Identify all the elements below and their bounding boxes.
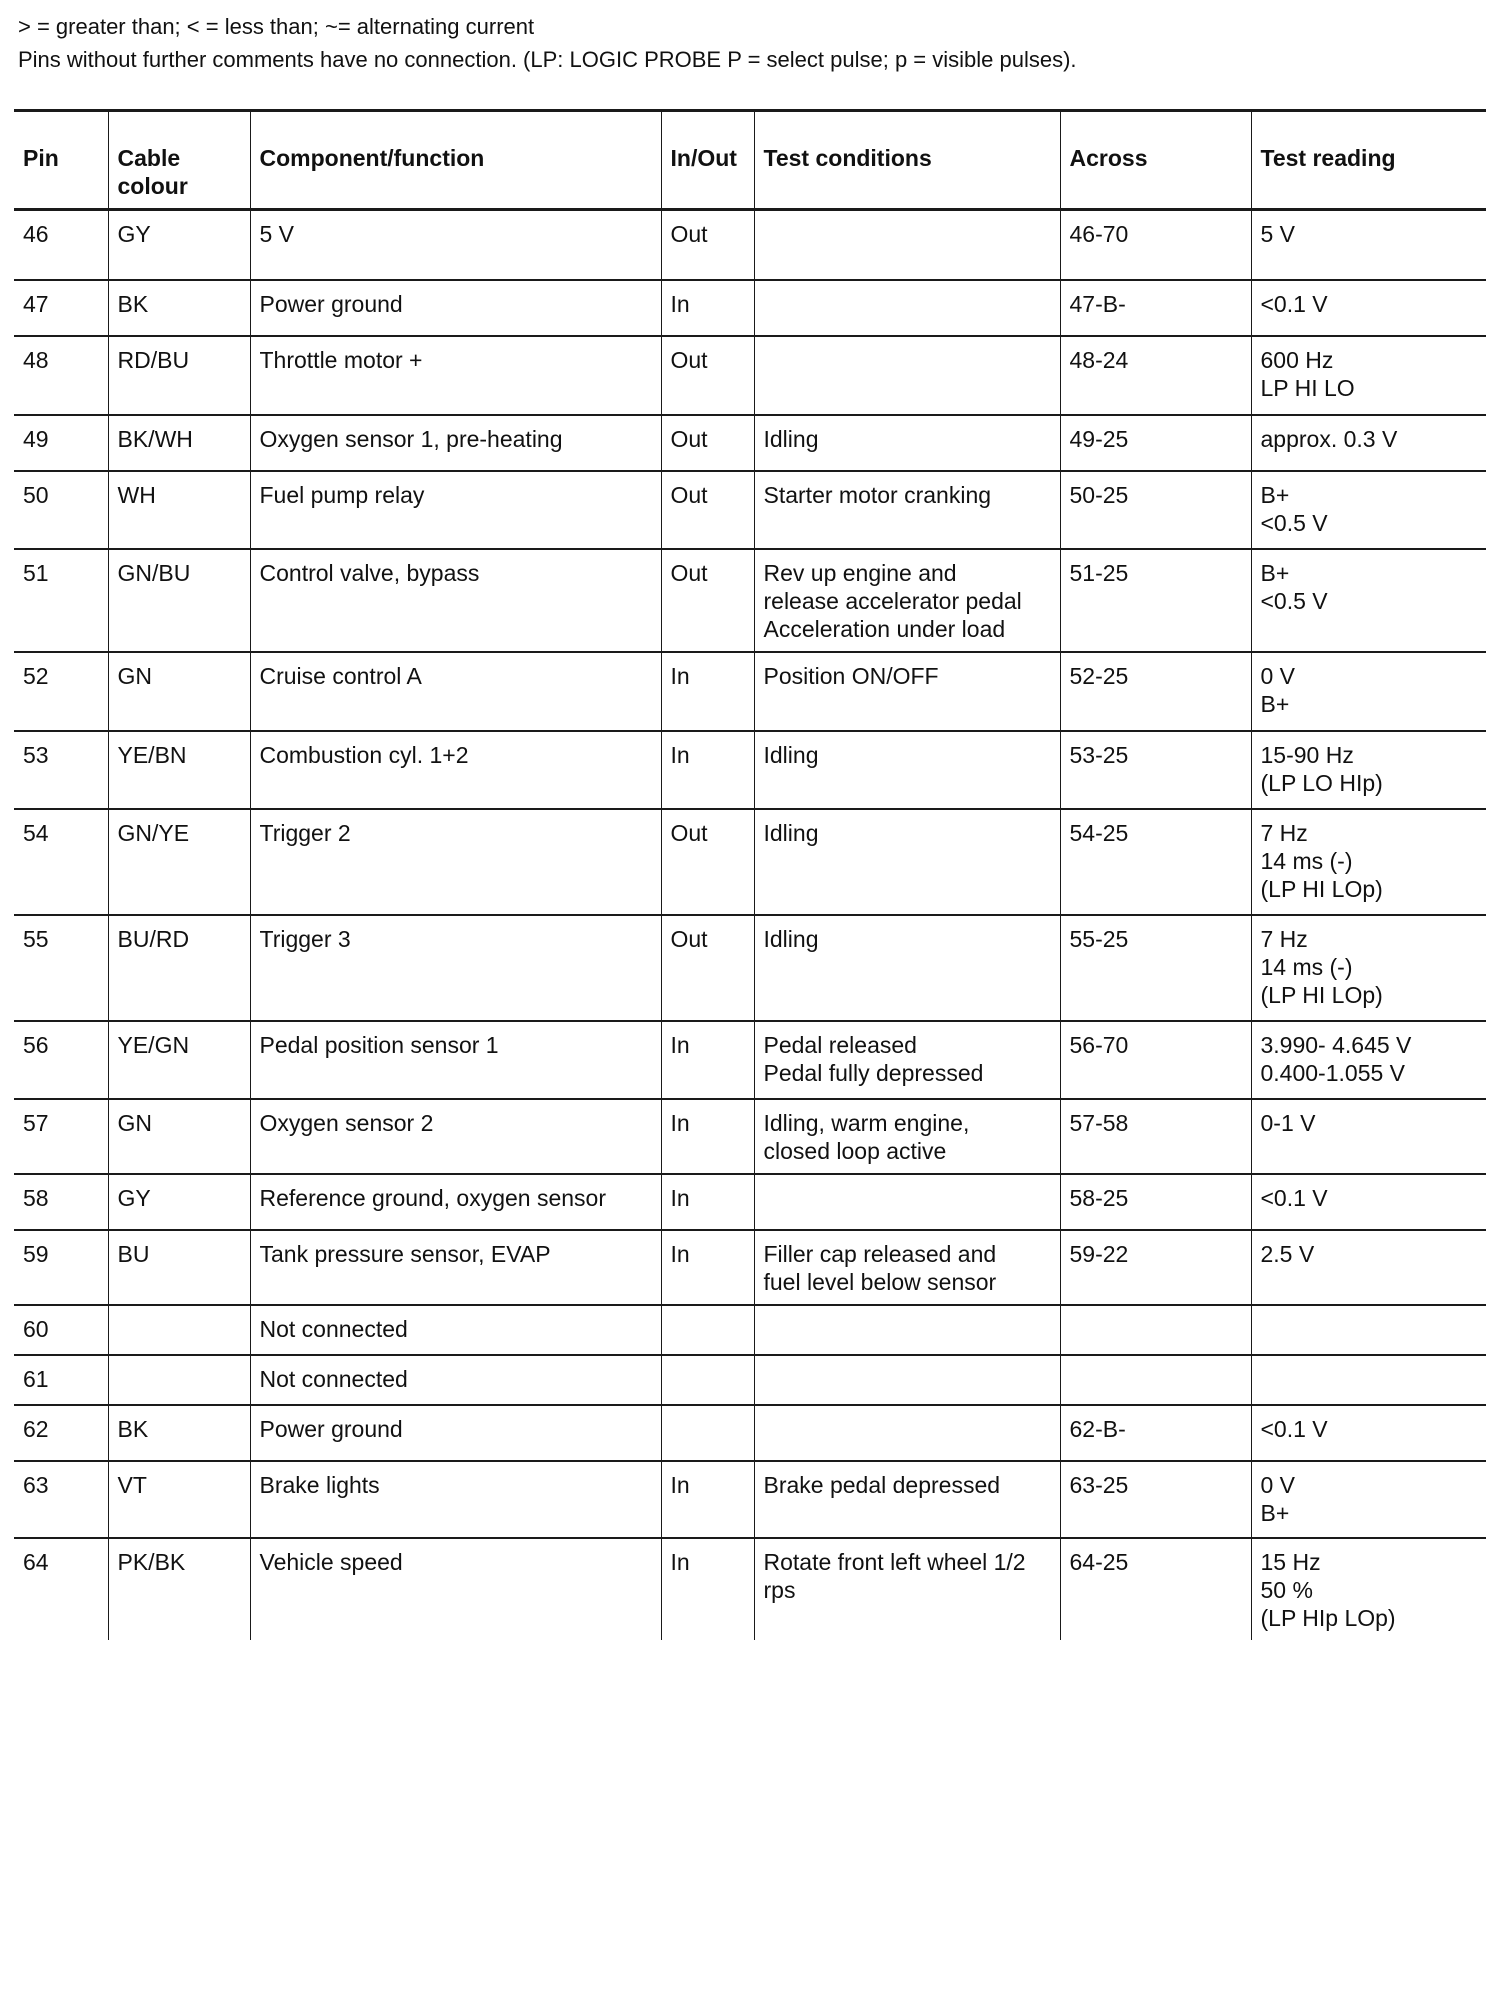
cell-component: Not connected [250,1355,661,1405]
cell-component: Brake lights [250,1461,661,1538]
cell-pin: 62 [14,1405,108,1461]
cell-test-reading-line: 0-1 V [1260,1109,1316,1136]
table-row [14,652,1486,731]
cell-in-out: Out [661,809,754,915]
cell-test-reading-line: <0.1 V [1260,1415,1328,1442]
cell-test-conditions-line: Brake pedal depressed [763,1471,1001,1498]
cell-test-reading-line: 0 V [1260,1471,1296,1498]
cell-test-conditions-line: Idling [763,819,819,846]
cell-test-reading-line: 2.5 V [1260,1240,1315,1267]
cell-component: Trigger 2 [250,809,661,915]
cell-in-out: In [661,1538,754,1640]
cell-in-out: Out [661,549,754,652]
cell-component: Control valve, bypass [250,549,661,652]
cell-cable-colour: VT [108,1461,250,1538]
cell-component: Cruise control A [250,652,661,731]
cell-across: 58-25 [1060,1174,1251,1230]
cell-test-reading-line: 5 V [1260,221,1296,247]
cell-test-conditions [754,415,1060,471]
cell-cable-colour [108,1355,250,1405]
cell-test-conditions-line: Starter motor cranking [763,481,992,508]
cell-test-conditions [754,1021,1060,1099]
cell-test-reading-line: LP HI LO [1260,374,1355,401]
cell-pin: 53 [14,731,108,809]
cell-test-reading [1251,549,1486,652]
cell-test-reading-line: B+ [1260,559,1290,586]
header-cable-colour-line1: Cable [117,145,181,171]
cell-component: Vehicle speed [250,1538,661,1640]
cell-test-conditions [754,809,1060,915]
cell-test-reading [1251,210,1486,280]
header-test-conditions: Test conditions [754,111,1060,210]
cell-test-conditions-line: Rotate front left wheel 1/2 [763,1548,1026,1575]
cell-component: Pedal position sensor 1 [250,1021,661,1099]
header-across: Across [1060,111,1251,210]
cell-test-reading [1251,809,1486,915]
cell-test-conditions [754,1461,1060,1538]
cell-pin: 60 [14,1305,108,1355]
cell-pin: 48 [14,336,108,415]
cell-test-conditions-line: Pedal fully depressed [763,1059,984,1086]
cell-in-out: Out [661,415,754,471]
cell-test-reading [1251,280,1486,336]
cell-across: 63-25 [1060,1461,1251,1538]
cell-test-reading-line: (LP HIp LOp) [1260,1604,1396,1631]
cell-pin: 52 [14,652,108,731]
cell-test-reading-line: 14 ms (-) [1260,953,1353,980]
cell-test-reading [1251,1538,1486,1640]
legend-notes [18,10,1478,76]
cell-component: Oxygen sensor 2 [250,1099,661,1174]
cell-test-conditions [754,1538,1060,1640]
cell-component: Power ground [250,1405,661,1461]
cell-test-conditions-line: Idling [763,425,819,452]
cell-cable-colour [108,1305,250,1355]
cell-test-reading [1251,415,1486,471]
cell-pin: 50 [14,471,108,549]
cell-cable-colour: WH [108,471,250,549]
cell-pin: 55 [14,915,108,1021]
cell-test-conditions-line: Rev up engine and [763,559,957,586]
cell-cable-colour: GN [108,1099,250,1174]
cell-test-conditions-line: rps [763,1576,796,1603]
cell-test-reading [1251,471,1486,549]
cell-test-conditions-line: Acceleration under load [763,615,1006,642]
cell-test-conditions [754,549,1060,652]
cell-test-reading-line: B+ [1260,481,1290,508]
cell-pin: 56 [14,1021,108,1099]
cell-in-out [661,1405,754,1461]
cell-cable-colour: BK [108,1405,250,1461]
cell-pin: 63 [14,1461,108,1538]
cell-test-reading [1251,1099,1486,1174]
cell-component: Oxygen sensor 1, pre-heating [250,415,661,471]
cell-test-conditions-line: Idling, warm engine, [763,1109,970,1136]
table-row [14,471,1486,549]
cell-across: 59-22 [1060,1230,1251,1305]
cell-test-conditions [754,210,1060,280]
cell-test-reading-line: <0.1 V [1260,290,1328,317]
cell-cable-colour: YE/BN [108,731,250,809]
legend-line-symbols: > = greater than; < = less than; ~= alternating current [18,14,535,39]
cell-test-conditions [754,1355,1060,1405]
cell-test-conditions [754,652,1060,731]
cell-component: Tank pressure sensor, EVAP [250,1230,661,1305]
cell-across: 50-25 [1060,471,1251,549]
table-row [14,1021,1486,1099]
table-row [14,210,1486,280]
header-pin: Pin [14,111,108,210]
cell-test-conditions-line: Idling [763,925,819,952]
cell-test-conditions [754,336,1060,415]
cell-in-out [661,1355,754,1405]
cell-test-reading [1251,731,1486,809]
cell-cable-colour: RD/BU [108,336,250,415]
cell-test-conditions [754,1305,1060,1355]
header-cable-colour [108,111,250,210]
cell-test-conditions-line: release accelerator pedal [763,587,1022,614]
cell-test-reading-line: (LP HI LOp) [1260,875,1383,902]
cell-pin: 64 [23,1548,49,1575]
cell-in-out: In [661,1461,754,1538]
cell-across: 64-25 [1060,1538,1251,1640]
pin-test-table [14,109,1486,1640]
cell-test-reading-line: B+ [1260,1499,1290,1526]
cell-component: Fuel pump relay [250,471,661,549]
cell-in-out: In [661,1230,754,1305]
cell-pin: 51 [14,549,108,652]
cell-component: Reference ground, oxygen sensor [250,1174,661,1230]
cell-across: 51-25 [1060,549,1251,652]
cell-component: Trigger 3 [250,915,661,1021]
table-row [14,549,1486,652]
cell-cable-colour: GN [108,652,250,731]
cell-test-conditions [754,1230,1060,1305]
table-row [14,915,1486,1021]
cell-cable-colour: GY [108,210,250,280]
cell-test-reading-line: (LP HI LOp) [1260,981,1383,1008]
cell-test-conditions [754,731,1060,809]
table-row [14,1230,1486,1305]
cell-component: Power ground [250,280,661,336]
cell-in-out: In [661,1099,754,1174]
cell-test-reading-line: <0.1 V [1260,1184,1328,1211]
cell-in-out: In [661,652,754,731]
cell-cable-colour: BU [108,1230,250,1305]
cell-pin: 57 [14,1099,108,1174]
table-row [14,1538,1486,1640]
header-test-reading: Test reading [1251,111,1486,210]
cell-in-out: Out [661,336,754,415]
cell-cable-colour: GN/BU [108,549,250,652]
cell-across [1060,1355,1251,1405]
cell-test-reading [1251,1405,1486,1461]
cell-in-out: In [661,1021,754,1099]
cell-pin: 59 [14,1230,108,1305]
cell-test-conditions [754,1174,1060,1230]
cell-component: Combustion cyl. 1+2 [250,731,661,809]
cell-test-reading-line: 3.990- 4.645 V [1260,1031,1412,1058]
cell-test-conditions-line: Idling [763,741,819,768]
table-row [14,336,1486,415]
table-row [14,1174,1486,1230]
cell-across: 57-58 [1060,1099,1251,1174]
cell-in-out: In [661,1174,754,1230]
cell-across: 48-24 [1060,336,1251,415]
table-row [14,1305,1486,1355]
cell-test-reading-line: 50 % [1260,1576,1313,1603]
cell-test-conditions-line: Filler cap released and [763,1240,997,1267]
table-row [14,280,1486,336]
cell-pin: 46 [14,210,108,280]
cell-in-out: Out [661,915,754,1021]
cell-test-conditions [754,1405,1060,1461]
table-row [14,731,1486,809]
cell-test-reading-line: 7 Hz [1260,819,1308,846]
cell-test-reading-line: (LP LO HIp) [1260,769,1383,796]
table-row [14,1405,1486,1461]
cell-in-out: Out [661,471,754,549]
cell-test-reading [1251,1305,1486,1355]
cell-test-reading-line: 0.400-1.055 V [1260,1059,1406,1086]
cell-test-reading [1251,1230,1486,1305]
table-row [14,415,1486,471]
cell-pin: 47 [14,280,108,336]
cell-across: 52-25 [1060,652,1251,731]
cell-test-conditions [754,1099,1060,1174]
cell-component: Throttle motor + [250,336,661,415]
table-row [14,809,1486,915]
cell-across: 56-70 [1060,1021,1251,1099]
cell-test-reading-line: 7 Hz [1260,925,1308,952]
legend-line-logic-probe: Pins without further comments have no connection. (LP: LOGIC PROBE P = select pulse; p = visible pulses). [18,47,1077,72]
cell-in-out: In [661,731,754,809]
cell-test-reading [1251,1174,1486,1230]
cell-test-reading-line: 15 Hz [1260,1548,1321,1575]
cell-across: 53-25 [1060,731,1251,809]
cell-test-conditions-line: closed loop active [763,1137,947,1164]
cell-test-reading [1251,652,1486,731]
cell-in-out: Out [661,210,754,280]
cell-test-reading-line: <0.5 V [1260,587,1328,614]
cell-pin: 58 [14,1174,108,1230]
cell-cable-colour: BK/WH [108,415,250,471]
cell-cable-colour: GY [108,1174,250,1230]
cell-test-conditions [754,915,1060,1021]
cell-test-reading-line: <0.5 V [1260,509,1328,536]
cell-test-conditions-line: Pedal released [763,1031,917,1058]
cell-test-reading-line: 600 Hz [1260,346,1334,373]
cell-test-reading [1251,1021,1486,1099]
cell-test-reading-line: 0 V [1260,662,1296,689]
cell-in-out: In [661,280,754,336]
cell-across: 47-B- [1060,280,1251,336]
cell-across [1060,1305,1251,1355]
header-cable-colour-line2: colour [117,173,188,199]
cell-cable-colour: PK/BK [108,1538,250,1640]
cell-across: 54-25 [1060,809,1251,915]
table-header-row [14,111,1486,210]
cell-cable-colour: BU/RD [108,915,250,1021]
cell-cable-colour: GN/YE [108,809,250,915]
cell-test-conditions [754,471,1060,549]
cell-across: 49-25 [1060,415,1251,471]
cell-component: 5 V [250,210,661,280]
cell-test-reading-line: 14 ms (-) [1260,847,1353,874]
cell-component: Not connected [250,1305,661,1355]
cell-pin: 49 [14,415,108,471]
cell-in-out [661,1305,754,1355]
cell-test-reading [1251,336,1486,415]
header-component: Component/function [250,111,661,210]
cell-pin: 61 [14,1355,108,1405]
cell-test-conditions-line: Position ON/OFF [763,662,939,689]
cell-test-conditions [754,280,1060,336]
cell-across: 62-B- [1060,1405,1251,1461]
cell-test-reading [1251,915,1486,1021]
cell-test-reading-line: 15-90 Hz [1260,741,1354,768]
table-row [14,1461,1486,1538]
cell-across: 55-25 [1060,915,1251,1021]
cell-test-reading [1251,1355,1486,1405]
header-in-out: In/Out [661,111,754,210]
cell-test-reading-line: B+ [1260,690,1290,717]
cell-cable-colour: YE/GN [108,1021,250,1099]
cell-pin: 54 [14,809,108,915]
table-row [14,1355,1486,1405]
cell-test-reading-line: approx. 0.3 V [1260,425,1398,452]
cell-test-reading [1251,1461,1486,1538]
table-row [14,1099,1486,1174]
table-body [14,210,1486,1640]
cell-cable-colour: BK [108,280,250,336]
cell-test-conditions-line: fuel level below sensor [763,1268,997,1295]
cell-across: 46-70 [1060,210,1251,280]
